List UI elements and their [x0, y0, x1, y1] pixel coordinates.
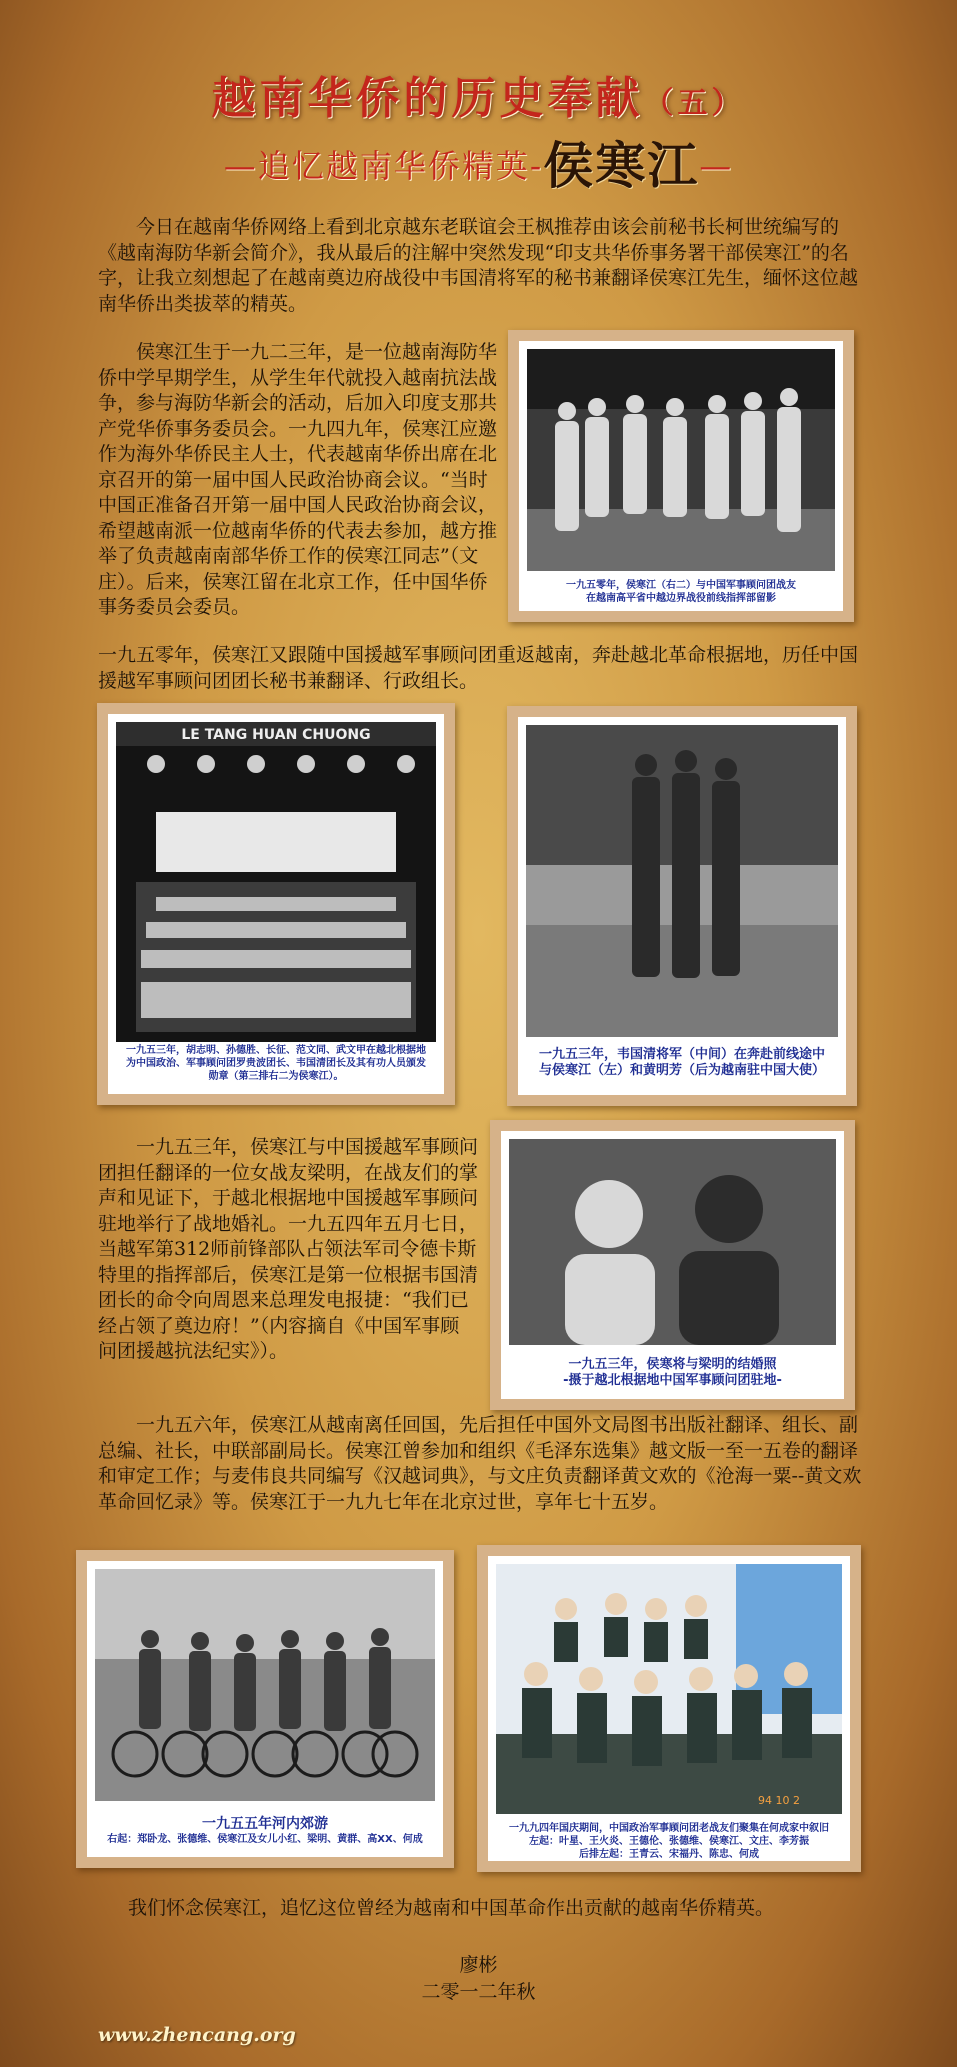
photo-frame-medal-ceremony: [97, 703, 455, 1105]
title-suffix: （五）: [643, 86, 746, 121]
subtitle-text: —追忆越南华侨精英-: [223, 147, 544, 185]
photo-reunion-group: [496, 1564, 842, 1814]
photo-frame-1950: [508, 330, 854, 622]
photo-medal-ceremony: [116, 722, 436, 1042]
photo-card: [519, 341, 843, 611]
photo-caption: 一九五三年，侯寒将与梁明的结婚照 -摄于越北根据地中国军事顾问团驻地-: [563, 1357, 782, 1388]
subtitle-name: 侯寒江: [543, 136, 700, 195]
photo-card: [108, 714, 444, 1094]
page-title: [0, 62, 957, 126]
banner-text: LE TANG HUAN CHUONG: [181, 727, 371, 743]
photo-caption: 一九五五年河内郊游 右起：郑卧龙、张德维、侯寒江及女儿小红、梁明、黄群、高XX、何成: [107, 1816, 423, 1845]
photo-bicycles: [95, 1569, 435, 1801]
closing-statement: 我们怀念侯寒江，追忆这位曾经为越南和中国革命作出贡献的越南华侨精英。: [128, 1897, 775, 1919]
photo-caption: 一九五三年，胡志明、孙德胜、长征、范文同、武文甲在越北根据地 为中国政治、军事顾问团罗贵波团长、韦国清团长及其有功人员颁发 勋章（第三排右二为侯寒江）。: [126, 1045, 426, 1082]
photo-frame-wei-guoqing: [507, 706, 857, 1106]
intro-paragraph: 今日在越南华侨网络上看到北京越东老联谊会王枫推荐由该会前秘书长柯世统编写的《越南海防华新会简介》，我从最后的注解中突然发现“印支共华侨事务署干部侯寒江”的名字，让我立刻想起了在越南奠边府战役中韦国清将军的秘书兼翻译侯寒江先生，缅怀这位越南华侨出类拔萃的精英。: [98, 216, 859, 315]
later-life-paragraph: 一九五六年，侯寒江从越南离任回国，先后担任中国外文局图书出版社翻译、组长、副总编、社长，中联部副局长。侯寒江曾参加和组织《毛泽东选集》越文版一至一五卷的翻译和审定工作；与麦伟良共同编写《汉越词典》，与文庄负责翻译黄文欢的《沧海一粟--黄文欢革命回忆录》等。侯寒江于一九九七年在北京过世，享年七十五岁。: [98, 1414, 862, 1513]
photo-card: [501, 1131, 844, 1399]
photo-1950-group: [527, 349, 835, 571]
wedding-paragraph: 一九五三年，侯寒江与中国援越军事顾问团担任翻译的一位女战友梁明，在战友们的掌声和见证下，于越北根据地中国援越军事顾问驻地举行了战地婚礼。一九五四年五月七日，当越军第312师前锋部队占领法军司令德卡斯特里的指挥部后，侯寒江是第一位根据韦国清团长的命令向周恩来总理发电报捷：“我们已经占领了奠边府！”（内容摘自《中国军事顾问团援越抗法纪实》）。: [98, 1136, 479, 1362]
site-watermark: www.zhencang.org: [98, 2024, 296, 2046]
photo-card: [518, 717, 846, 1095]
photo-frame-hanoi-outing: [76, 1550, 454, 1868]
photo-date-stamp: 94 10 2: [758, 1794, 800, 1807]
author-name: 廖彬: [459, 1954, 498, 1976]
photo-caption: 一九五零年，侯寒江（右二）与中国军事顾问团战友 在越南高平省中越边界战役前线指挥部留影: [566, 580, 796, 604]
photo-frame-reunion: [477, 1545, 861, 1872]
title-text: 越南华侨的历史奉献: [211, 73, 644, 124]
page-subtitle: [0, 126, 957, 198]
subtitle-end: —: [699, 147, 734, 185]
biography-paragraph-cont: 一九五零年，侯寒江又跟随中国援越军事顾问团重返越南，奔赴越北革命根据地，历任中国援越军事顾问团团长秘书兼翻译、行政组长。: [98, 644, 859, 692]
photo-three-officers: [526, 725, 838, 1037]
biography-paragraph: 侯寒江生于一九二三年，是一位越南海防华侨中学早期学生，从学生年代就投入越南抗法战争，参与海防华新会的活动，后加入印度支那共产党华侨事务委员会。一九四九年，侯寒江应邀作为海外华侨民主人士，代表越南华侨出席在北京召开的第一届中国人民政治协商会议。“当时中国正准备召开第一届中国人民政治协商会议，希望越南派一位越南华侨的代表去参加，越方推举了负责越南南部华侨工作的侯寒江同志”（文庄）。后来，侯寒江留在北京工作，任中国华侨事务委员会委员。: [98, 341, 498, 618]
photo-frame-wedding: [490, 1120, 855, 1410]
photo-caption: 一九五三年，韦国清将军（中间）在奔赴前线途中 与侯寒江（左）和黄明芳（后为越南驻中国大使）: [538, 1047, 825, 1078]
author-date: 二零一二年秋: [421, 1981, 536, 2003]
photo-wedding-portrait: [509, 1139, 836, 1345]
photo-card: [488, 1556, 850, 1861]
photo-caption: 一九九四年国庆期间，中国政治军事顾问团老战友们聚集在何成家中叙旧 左起：叶星、王火炎、王德伦、张德维、侯寒江、文庄、李芳振 后排左起：王青云、宋福丹、陈忠、何成: [509, 1823, 829, 1860]
photo-card: [87, 1561, 443, 1857]
